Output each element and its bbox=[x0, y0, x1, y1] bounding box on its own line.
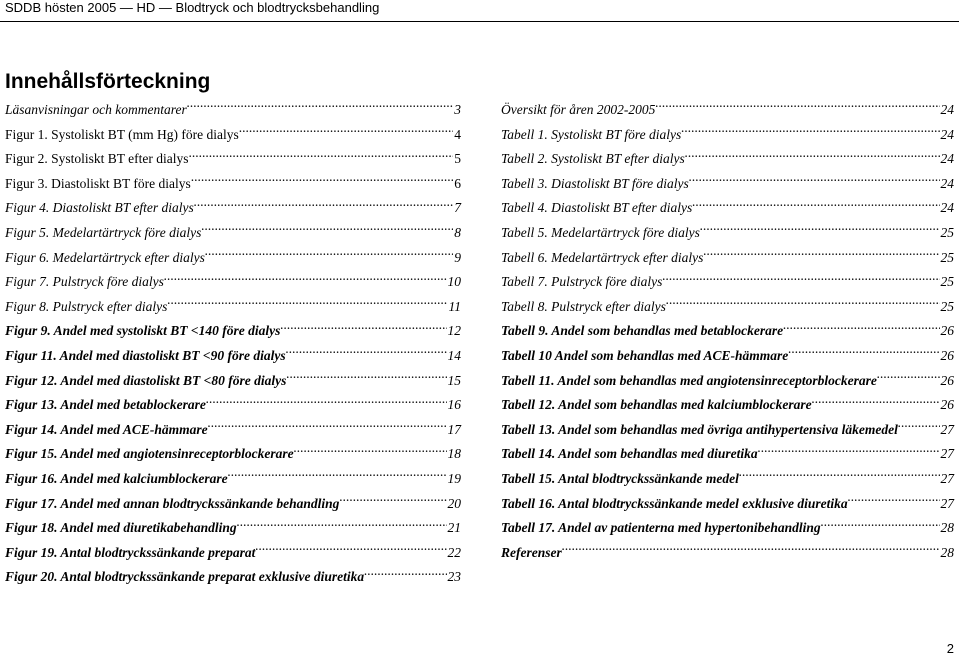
toc-entry[interactable] bbox=[501, 393, 954, 418]
toc-entry-text: Figur 14. Andel med ACE-hämmare bbox=[5, 421, 208, 437]
toc-entry[interactable] bbox=[501, 221, 954, 246]
toc-entry-text: Figur 19. Antal blodtryckssänkande preparat bbox=[5, 544, 256, 560]
toc-entry-text: Tabell 6. Medelartärtryck efter dialys bbox=[501, 249, 704, 265]
toc-entry-text: Tabell 15. Antal blodtryckssänkande medel bbox=[501, 470, 739, 486]
toc-dot-leader bbox=[821, 519, 940, 533]
toc-entry[interactable] bbox=[5, 246, 461, 271]
toc-entry-text: Tabell 1. Systoliskt BT före dialys bbox=[501, 126, 682, 142]
toc-entry[interactable] bbox=[5, 147, 461, 172]
toc-entry[interactable] bbox=[501, 319, 954, 344]
toc-entry[interactable] bbox=[5, 442, 461, 467]
toc-entry-page: 26 bbox=[940, 347, 954, 363]
toc-entry[interactable] bbox=[5, 565, 461, 590]
toc-entry-text: Tabell 13. Andel som behandlas med övriga antihypertensiva läkemedel bbox=[501, 421, 898, 437]
toc-dot-leader bbox=[208, 420, 447, 434]
toc-entry[interactable] bbox=[5, 467, 461, 492]
toc-dot-leader bbox=[205, 248, 453, 262]
toc-entry-page: 4 bbox=[454, 126, 461, 142]
toc-entry[interactable] bbox=[5, 221, 461, 246]
toc-entry[interactable] bbox=[501, 147, 954, 172]
toc-dot-leader bbox=[703, 248, 939, 262]
toc-entry-text: Tabell 14. Andel som behandlas med diuretika bbox=[501, 446, 758, 462]
toc-dot-leader bbox=[255, 543, 446, 557]
toc-entry[interactable] bbox=[5, 270, 461, 295]
toc-entry-page: 27 bbox=[940, 446, 954, 462]
toc-entry-page: 27 bbox=[940, 495, 954, 511]
toc-dot-leader bbox=[783, 322, 939, 336]
toc-entry-text: Figur 15. Andel med angiotensinreceptorblockerare bbox=[5, 446, 294, 462]
toc-entry-page: 25 bbox=[940, 298, 954, 314]
toc-right-column bbox=[501, 98, 954, 565]
toc-entry-text: Figur 13. Andel med betablockerare bbox=[5, 397, 206, 413]
toc-entry[interactable] bbox=[501, 98, 954, 123]
toc-entry-text: Tabell 11. Andel som behandlas med angiotensinreceptorblockerare bbox=[501, 372, 877, 388]
toc-entry-text: Tabell 12. Andel som behandlas med kalciumblockerare bbox=[501, 397, 812, 413]
toc-dot-leader bbox=[187, 101, 454, 115]
toc-entry-text: Tabell 7. Pulstryck före dialys bbox=[501, 274, 663, 290]
toc-dot-leader bbox=[689, 174, 940, 188]
toc-dot-leader bbox=[167, 297, 447, 311]
toc-entry[interactable] bbox=[5, 541, 461, 566]
header-title: SDDB hösten 2005 — HD — Blodtryck och blodtrycksbehandling bbox=[5, 0, 380, 15]
toc-entry-page: 26 bbox=[940, 397, 954, 413]
toc-dot-leader bbox=[294, 445, 447, 459]
toc-entry[interactable] bbox=[5, 369, 461, 394]
toc-entry-page: 25 bbox=[940, 249, 954, 265]
toc-entry[interactable] bbox=[501, 516, 954, 541]
toc-entry[interactable] bbox=[501, 172, 954, 197]
toc-entry[interactable] bbox=[501, 270, 954, 295]
toc-entry[interactable] bbox=[5, 516, 461, 541]
toc-entry-page: 7 bbox=[454, 200, 461, 216]
toc-entry[interactable] bbox=[501, 442, 954, 467]
toc-entry[interactable] bbox=[501, 295, 954, 320]
toc-dot-leader bbox=[201, 223, 453, 237]
toc-entry-text: Figur 3. Diastoliskt BT före dialys bbox=[5, 175, 191, 191]
toc-entry-text: Tabell 9. Andel som behandlas med betablockerare bbox=[501, 323, 784, 339]
toc-entry-text: Referenser bbox=[501, 544, 562, 560]
toc-entry-text: Figur 17. Andel med annan blodtryckssänkande behandling bbox=[5, 495, 340, 511]
toc-dot-leader bbox=[228, 469, 447, 483]
toc-entry[interactable] bbox=[5, 319, 461, 344]
toc-entry[interactable] bbox=[501, 123, 954, 148]
toc-entry-text: Översikt för åren 2002-2005 bbox=[501, 102, 656, 117]
toc-entry-page: 24 bbox=[940, 102, 954, 117]
toc-entry-page: 27 bbox=[940, 470, 954, 486]
toc-entry-page: 27 bbox=[940, 421, 954, 437]
toc-dot-leader bbox=[562, 543, 940, 557]
toc-entry-text: Figur 18. Andel med diuretikabehandling bbox=[5, 520, 237, 536]
toc-dot-leader bbox=[206, 396, 447, 410]
toc-entry[interactable] bbox=[501, 541, 954, 566]
toc-dot-leader bbox=[812, 396, 940, 410]
toc-entry-text: Figur 11. Andel med diastoliskt BT <90 före dialys bbox=[5, 347, 286, 363]
toc-entry-page: 24 bbox=[940, 126, 954, 142]
toc-entry-text: Tabell 2. Systoliskt BT efter dialys bbox=[501, 151, 685, 167]
toc-entry-page: 23 bbox=[447, 569, 461, 585]
toc-dot-leader bbox=[700, 223, 940, 237]
toc-entry-text: Tabell 8. Pulstryck efter dialys bbox=[501, 298, 666, 314]
toc-entry[interactable] bbox=[501, 196, 954, 221]
toc-dot-leader bbox=[191, 174, 454, 188]
toc-dot-leader bbox=[681, 125, 939, 139]
toc-entry-page: 12 bbox=[447, 323, 461, 339]
toc-entry-text: Tabell 5. Medelartärtryck före dialys bbox=[501, 224, 700, 240]
page-header bbox=[0, 0, 959, 22]
toc-entry-page: 22 bbox=[447, 544, 461, 560]
toc-entry-page: 16 bbox=[447, 397, 461, 413]
toc-entry-page: 18 bbox=[447, 446, 461, 462]
toc-entry-page: 25 bbox=[940, 274, 954, 290]
toc-dot-leader bbox=[239, 125, 453, 139]
toc-dot-leader bbox=[758, 445, 940, 459]
toc-entry-page: 17 bbox=[447, 421, 461, 437]
toc-title: Innehållsförteckning bbox=[5, 70, 211, 93]
toc-entry-page: 26 bbox=[940, 372, 954, 388]
toc-entry-page: 9 bbox=[454, 249, 461, 265]
toc-dot-leader bbox=[848, 494, 940, 508]
toc-entry-page: 10 bbox=[447, 274, 461, 290]
toc-entry-text: Figur 9. Andel med systoliskt BT <140 före dialys bbox=[5, 323, 281, 339]
toc-dot-leader bbox=[189, 150, 454, 164]
toc-entry-text: Tabell 3. Diastoliskt BT före dialys bbox=[501, 175, 689, 191]
toc-entry[interactable] bbox=[501, 344, 954, 369]
toc-left-column bbox=[5, 98, 461, 590]
toc-entry-page: 6 bbox=[454, 175, 461, 191]
toc-dot-leader bbox=[662, 273, 939, 287]
toc-dot-leader bbox=[692, 199, 939, 213]
toc-entry-page: 5 bbox=[454, 151, 461, 167]
toc-entry[interactable] bbox=[501, 369, 954, 394]
toc-entry-text: Figur 1. Systoliskt BT (mm Hg) före dialys bbox=[5, 126, 239, 142]
toc-entry-text: Figur 2. Systoliskt BT efter dialys bbox=[5, 151, 189, 167]
toc-entry[interactable] bbox=[5, 393, 461, 418]
toc-dot-leader bbox=[286, 371, 446, 385]
toc-entry-page: 3 bbox=[454, 102, 461, 117]
toc-entry-page: 28 bbox=[940, 544, 954, 560]
toc-entry-page: 26 bbox=[940, 323, 954, 339]
toc-entry-text: Figur 20. Antal blodtryckssänkande preparat exklusive diuretika bbox=[5, 569, 365, 585]
toc-entry-page: 24 bbox=[940, 200, 954, 216]
toc-dot-leader bbox=[739, 469, 940, 483]
toc-entry-page: 8 bbox=[454, 224, 461, 240]
toc-entry-text: Tabell 10 Andel som behandlas med ACE-hämmare bbox=[501, 347, 789, 363]
toc-entry[interactable] bbox=[501, 467, 954, 492]
toc-dot-leader bbox=[364, 568, 446, 582]
toc-entry-text: Figur 6. Medelartärtryck efter dialys bbox=[5, 249, 205, 265]
toc-entry-text: Tabell 4. Diastoliskt BT efter dialys bbox=[501, 200, 693, 216]
toc-entry-text: Figur 8. Pulstryck efter dialys bbox=[5, 298, 168, 314]
toc-dot-leader bbox=[877, 371, 940, 385]
toc-entry-page: 21 bbox=[447, 520, 461, 536]
toc-dot-leader bbox=[339, 494, 446, 508]
toc-entry-page: 24 bbox=[940, 151, 954, 167]
toc-entry-text: Läsanvisningar och kommentarer bbox=[5, 102, 187, 117]
toc-entry-page: 14 bbox=[447, 347, 461, 363]
toc-entry-text: Figur 4. Diastoliskt BT efter dialys bbox=[5, 200, 194, 216]
toc-entry[interactable] bbox=[5, 344, 461, 369]
toc-dot-leader bbox=[685, 150, 940, 164]
toc-entry-page: 25 bbox=[940, 224, 954, 240]
toc-entry-text: Figur 12. Andel med diastoliskt BT <80 före dialys bbox=[5, 372, 287, 388]
toc-entry-page: 24 bbox=[940, 175, 954, 191]
toc-entry-text: Figur 16. Andel med kalciumblockerare bbox=[5, 470, 228, 486]
toc-entry-text: Tabell 17. Andel av patienterna med hypertonibehandling bbox=[501, 520, 821, 536]
toc-entry[interactable] bbox=[5, 418, 461, 443]
toc-entry-page: 20 bbox=[447, 495, 461, 511]
toc-entry[interactable] bbox=[501, 418, 954, 443]
toc-entry[interactable] bbox=[5, 98, 461, 123]
toc-dot-leader bbox=[164, 273, 447, 287]
toc-entry-text: Tabell 16. Antal blodtryckssänkande medel exklusive diuretika bbox=[501, 495, 848, 511]
toc-entry-text: Figur 7. Pulstryck före dialys bbox=[5, 274, 164, 290]
toc-entry[interactable] bbox=[5, 196, 461, 221]
toc-entry[interactable] bbox=[5, 492, 461, 517]
toc-dot-leader bbox=[788, 346, 939, 360]
toc-entry[interactable] bbox=[5, 295, 461, 320]
toc-entry[interactable] bbox=[5, 172, 461, 197]
toc-entry-page: 28 bbox=[940, 520, 954, 536]
toc-dot-leader bbox=[237, 519, 447, 533]
toc-entry[interactable] bbox=[501, 246, 954, 271]
toc-dot-leader bbox=[286, 346, 447, 360]
page-number: 2 bbox=[946, 641, 954, 656]
toc-entry[interactable] bbox=[5, 123, 461, 148]
toc-entry-page: 11 bbox=[448, 298, 461, 314]
toc-entry[interactable] bbox=[501, 492, 954, 517]
toc-entry-page: 15 bbox=[447, 372, 461, 388]
toc-dot-leader bbox=[898, 420, 940, 434]
toc-dot-leader bbox=[655, 101, 939, 115]
toc-entry-text: Figur 5. Medelartärtryck före dialys bbox=[5, 224, 202, 240]
toc-dot-leader bbox=[194, 199, 454, 213]
toc-dot-leader bbox=[280, 322, 446, 336]
toc-entry-page: 19 bbox=[447, 470, 461, 486]
toc-dot-leader bbox=[666, 297, 940, 311]
